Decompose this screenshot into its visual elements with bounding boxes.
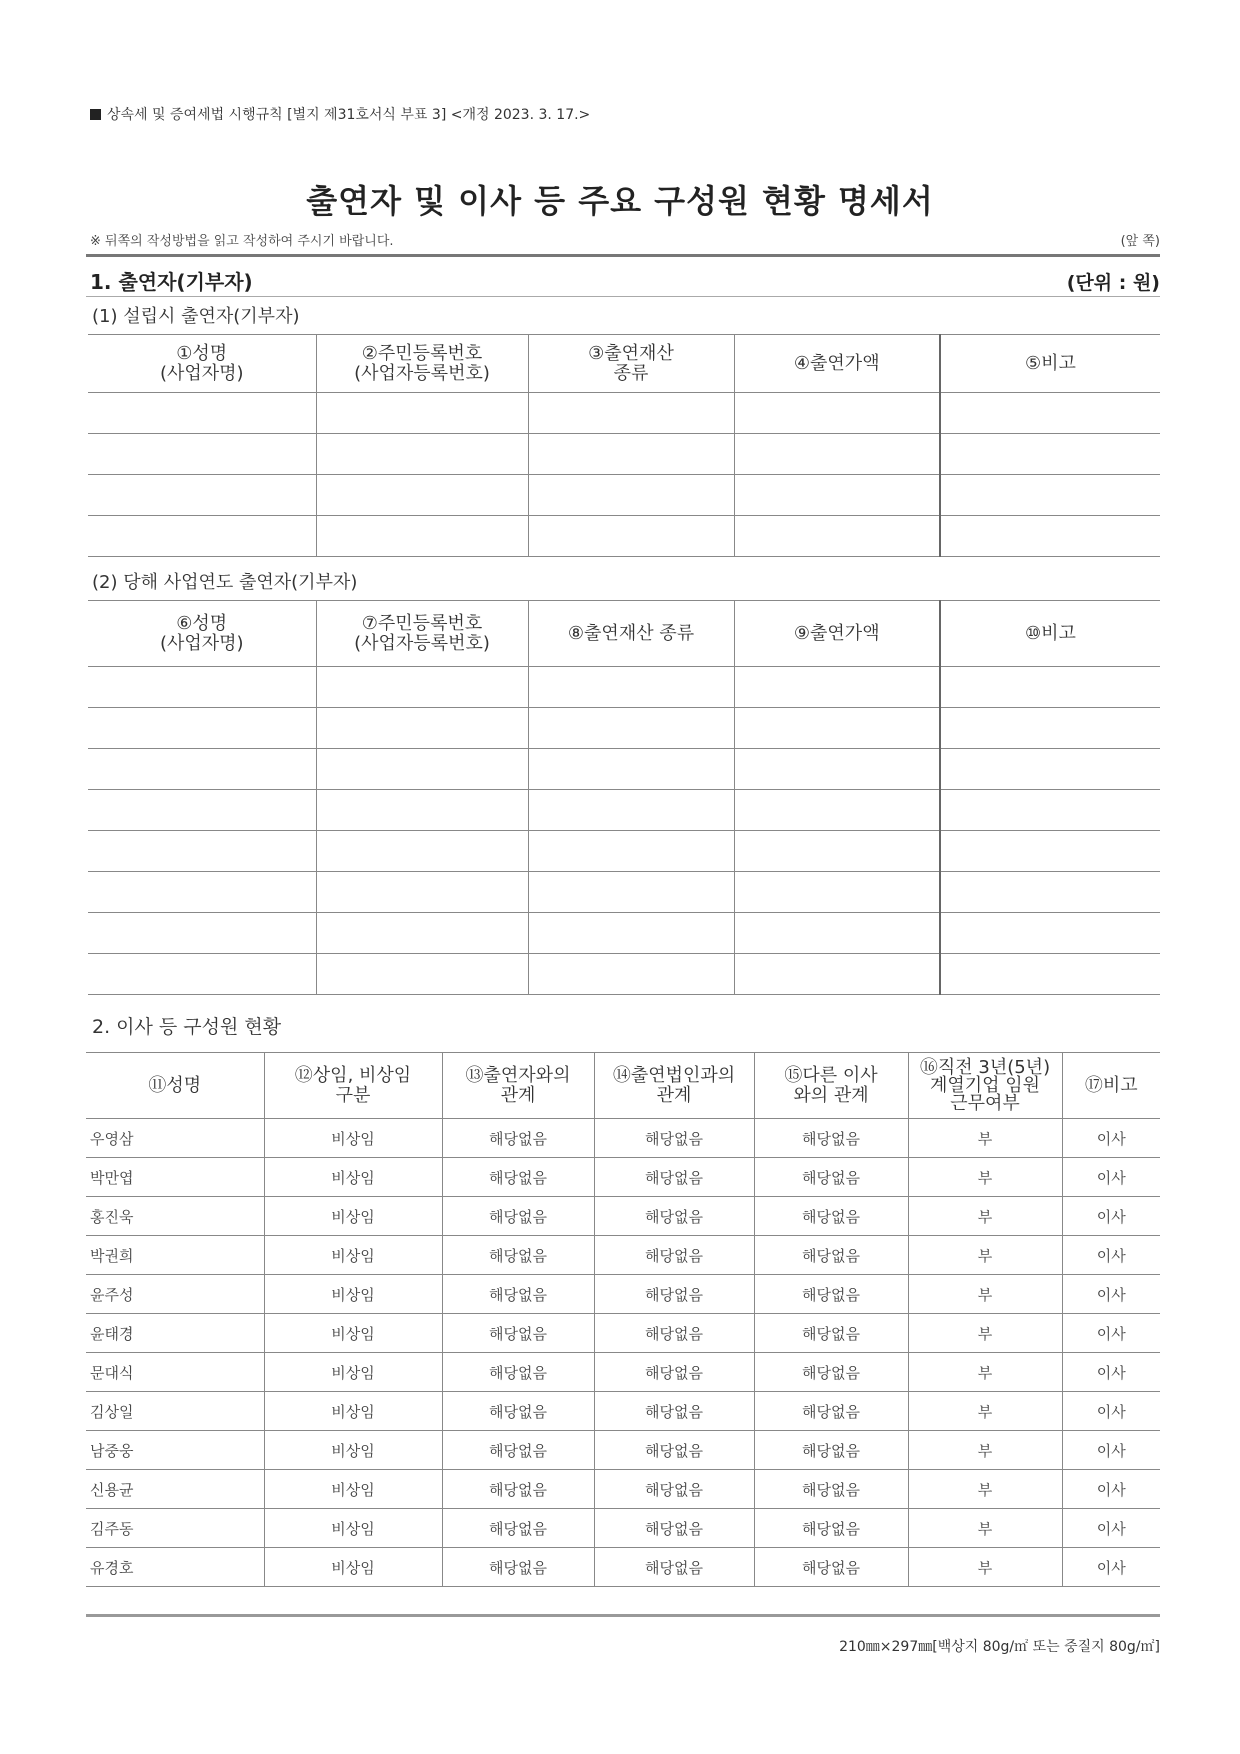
member-relation-contributor[interactable]: 해당없음 — [442, 1548, 594, 1587]
member-remark[interactable]: 이사 — [1062, 1470, 1160, 1509]
member-remark[interactable]: 이사 — [1062, 1392, 1160, 1431]
form-title: 출연자 및 이사 등 주요 구성원 현황 명세서 — [306, 182, 934, 220]
page-side-label: (앞 쪽) — [1120, 234, 1160, 249]
member-relation-contributor[interactable]: 해당없음 — [442, 1158, 594, 1197]
member-relation-contributor[interactable]: 해당없음 — [442, 1509, 594, 1548]
member-relation-directors[interactable]: 해당없음 — [754, 1431, 908, 1470]
member-name[interactable]: 우영삼 — [86, 1119, 264, 1158]
member-relation-contributor[interactable]: 해당없음 — [442, 1236, 594, 1275]
member-standing-type[interactable]: 비상임 — [264, 1548, 442, 1587]
paper-spec: 210㎜×297㎜[백상지 80g/㎡ 또는 중질지 80g/㎡] — [839, 1639, 1160, 1655]
table-row — [88, 667, 1160, 708]
member-standing-type[interactable]: 비상임 — [264, 1470, 442, 1509]
member-name[interactable]: 문대식 — [86, 1353, 264, 1392]
member-relation-contributor[interactable]: 해당없음 — [442, 1119, 594, 1158]
member-standing-type[interactable]: 비상임 — [264, 1314, 442, 1353]
subsection-1-title: (1) 설립시 출연자(기부자) — [92, 306, 300, 327]
header-name: ①성명 (사업자명) — [88, 335, 316, 393]
header-remarks: ⑤비고 — [940, 335, 1160, 393]
table-row — [88, 708, 1160, 749]
member-affiliate-officer[interactable]: 부 — [908, 1431, 1062, 1470]
member-relation-corporation[interactable]: 해당없음 — [594, 1470, 754, 1509]
member-relation-directors[interactable]: 해당없음 — [754, 1119, 908, 1158]
table-header-row — [86, 1053, 1160, 1119]
legal-reference: 상속세 및 증여세법 시행규칙 [별지 제31호서식 부표 3] <개정 2023. 3. 17.> — [90, 104, 590, 124]
table-row — [88, 393, 1160, 434]
header-affiliate-officer: ⑯직전 3년(5년) 계열기업 임원 근무여부 — [908, 1053, 1062, 1119]
table-row — [86, 1392, 1160, 1431]
header-property-type: ⑧출연재산 종류 — [528, 601, 734, 667]
member-name[interactable]: 홍진욱 — [86, 1197, 264, 1236]
header-relation-contributor: ⑬출연자와의 관계 — [442, 1053, 594, 1119]
square-bullet-icon — [90, 109, 101, 120]
member-affiliate-officer[interactable]: 부 — [908, 1509, 1062, 1548]
member-relation-corporation[interactable]: 해당없음 — [594, 1392, 754, 1431]
header-contribution-amount: ④출연가액 — [734, 335, 940, 393]
member-relation-contributor[interactable]: 해당없음 — [442, 1275, 594, 1314]
member-relation-corporation[interactable]: 해당없음 — [594, 1236, 754, 1275]
member-relation-directors[interactable]: 해당없음 — [754, 1548, 908, 1587]
table-row — [88, 790, 1160, 831]
member-relation-corporation[interactable]: 해당없음 — [594, 1119, 754, 1158]
member-name[interactable]: 김주동 — [86, 1509, 264, 1548]
member-affiliate-officer[interactable]: 부 — [908, 1392, 1062, 1431]
member-standing-type[interactable]: 비상임 — [264, 1392, 442, 1431]
member-affiliate-officer[interactable]: 부 — [908, 1314, 1062, 1353]
member-standing-type[interactable]: 비상임 — [264, 1275, 442, 1314]
table-header-row — [88, 601, 1160, 667]
table-row — [86, 1158, 1160, 1197]
member-remark[interactable]: 이사 — [1062, 1509, 1160, 1548]
table-row — [86, 1431, 1160, 1470]
member-relation-directors[interactable]: 해당없음 — [754, 1470, 908, 1509]
member-affiliate-officer[interactable]: 부 — [908, 1548, 1062, 1587]
member-standing-type[interactable]: 비상임 — [264, 1431, 442, 1470]
table-row — [88, 831, 1160, 872]
member-remark[interactable]: 이사 — [1062, 1431, 1160, 1470]
member-relation-contributor[interactable]: 해당없음 — [442, 1353, 594, 1392]
member-remark[interactable]: 이사 — [1062, 1119, 1160, 1158]
member-affiliate-officer[interactable]: 부 — [908, 1197, 1062, 1236]
member-relation-corporation[interactable]: 해당없음 — [594, 1353, 754, 1392]
member-relation-corporation[interactable]: 해당없음 — [594, 1548, 754, 1587]
member-name[interactable]: 김상일 — [86, 1392, 264, 1431]
table-row — [88, 475, 1160, 516]
members-table — [86, 1052, 1160, 1587]
member-name[interactable]: 유경호 — [86, 1548, 264, 1587]
table-row — [88, 872, 1160, 913]
member-name[interactable]: 윤태경 — [86, 1314, 264, 1353]
member-name[interactable]: 박권희 — [86, 1236, 264, 1275]
member-relation-contributor[interactable]: 해당없음 — [442, 1314, 594, 1353]
member-standing-type[interactable]: 비상임 — [264, 1158, 442, 1197]
table-row — [86, 1548, 1160, 1587]
member-remark[interactable]: 이사 — [1062, 1197, 1160, 1236]
header-contribution-amount: ⑨출연가액 — [734, 601, 940, 667]
member-affiliate-officer[interactable]: 부 — [908, 1119, 1062, 1158]
table-row — [88, 954, 1160, 995]
table-row — [86, 1353, 1160, 1392]
member-name[interactable]: 박만엽 — [86, 1158, 264, 1197]
member-name[interactable]: 남중웅 — [86, 1431, 264, 1470]
member-relation-directors[interactable]: 해당없음 — [754, 1236, 908, 1275]
member-relation-contributor[interactable]: 해당없음 — [442, 1197, 594, 1236]
table-row — [86, 1119, 1160, 1158]
member-relation-corporation[interactable]: 해당없음 — [594, 1197, 754, 1236]
instruction-note: ※ 뒤쪽의 작성방법을 읽고 작성하여 주시기 바랍니다. — [90, 234, 394, 249]
member-standing-type[interactable]: 비상임 — [264, 1197, 442, 1236]
member-standing-type[interactable]: 비상임 — [264, 1509, 442, 1548]
member-relation-directors[interactable]: 해당없음 — [754, 1197, 908, 1236]
member-relation-directors[interactable]: 해당없음 — [754, 1275, 908, 1314]
member-name[interactable]: 신용균 — [86, 1470, 264, 1509]
table-row — [86, 1275, 1160, 1314]
subsection-2-title: (2) 당해 사업연도 출연자(기부자) — [92, 572, 358, 593]
member-relation-corporation[interactable]: 해당없음 — [594, 1431, 754, 1470]
member-relation-directors[interactable]: 해당없음 — [754, 1158, 908, 1197]
member-relation-contributor[interactable]: 해당없음 — [442, 1392, 594, 1431]
member-relation-directors[interactable]: 해당없음 — [754, 1353, 908, 1392]
header-name: ⑪성명 — [86, 1053, 264, 1119]
table-row — [88, 516, 1160, 557]
table-header-row — [88, 335, 1160, 393]
member-standing-type[interactable]: 비상임 — [264, 1119, 442, 1158]
member-affiliate-officer[interactable]: 부 — [908, 1275, 1062, 1314]
header-remarks: ⑰비고 — [1062, 1053, 1160, 1119]
divider — [86, 296, 1160, 297]
header-name: ⑥성명 (사업자명) — [88, 601, 316, 667]
member-relation-corporation[interactable]: 해당없음 — [594, 1314, 754, 1353]
member-relation-directors[interactable]: 해당없음 — [754, 1314, 908, 1353]
member-standing-type[interactable]: 비상임 — [264, 1236, 442, 1275]
member-affiliate-officer[interactable]: 부 — [908, 1353, 1062, 1392]
founding-contributors-table — [88, 334, 1160, 557]
header-relation-corporation: ⑭출연법인과의 관계 — [594, 1053, 754, 1119]
header-relation-directors: ⑮다른 이사 와의 관계 — [754, 1053, 908, 1119]
member-remark[interactable]: 이사 — [1062, 1353, 1160, 1392]
table-row — [88, 749, 1160, 790]
table-row — [86, 1236, 1160, 1275]
current-year-contributors-table — [88, 600, 1160, 995]
member-name[interactable]: 윤주성 — [86, 1275, 264, 1314]
section-1-title: 1. 출연자(기부자) — [90, 270, 253, 294]
member-relation-directors[interactable]: 해당없음 — [754, 1509, 908, 1548]
member-affiliate-officer[interactable]: 부 — [908, 1236, 1062, 1275]
divider — [86, 1614, 1160, 1617]
member-affiliate-officer[interactable]: 부 — [908, 1470, 1062, 1509]
header-id-number: ②주민등록번호 (사업자등록번호) — [316, 335, 528, 393]
unit-label: (단위 : 원) — [1066, 272, 1160, 294]
table-row — [86, 1509, 1160, 1548]
member-relation-contributor[interactable]: 해당없음 — [442, 1431, 594, 1470]
member-remark[interactable]: 이사 — [1062, 1236, 1160, 1275]
table-row — [86, 1470, 1160, 1509]
table-row — [88, 913, 1160, 954]
header-standing-type: ⑫상임, 비상임 구분 — [264, 1053, 442, 1119]
member-remark[interactable]: 이사 — [1062, 1275, 1160, 1314]
member-standing-type[interactable]: 비상임 — [264, 1353, 442, 1392]
member-relation-corporation[interactable]: 해당없음 — [594, 1275, 754, 1314]
member-relation-directors[interactable]: 해당없음 — [754, 1392, 908, 1431]
header-remarks: ⑩비고 — [940, 601, 1160, 667]
member-affiliate-officer[interactable]: 부 — [908, 1158, 1062, 1197]
member-remark[interactable]: 이사 — [1062, 1158, 1160, 1197]
member-relation-contributor[interactable]: 해당없음 — [442, 1470, 594, 1509]
member-remark[interactable]: 이사 — [1062, 1548, 1160, 1587]
section-2-title: 2. 이사 등 구성원 현황 — [92, 1016, 282, 1038]
member-relation-corporation[interactable]: 해당없음 — [594, 1509, 754, 1548]
member-relation-corporation[interactable]: 해당없음 — [594, 1158, 754, 1197]
header-id-number: ⑦주민등록번호 (사업자등록번호) — [316, 601, 528, 667]
table-row — [88, 434, 1160, 475]
table-row — [86, 1197, 1160, 1236]
header-property-type: ③출연재산 종류 — [528, 335, 734, 393]
table-row — [86, 1314, 1160, 1353]
divider — [86, 254, 1160, 257]
member-remark[interactable]: 이사 — [1062, 1314, 1160, 1353]
